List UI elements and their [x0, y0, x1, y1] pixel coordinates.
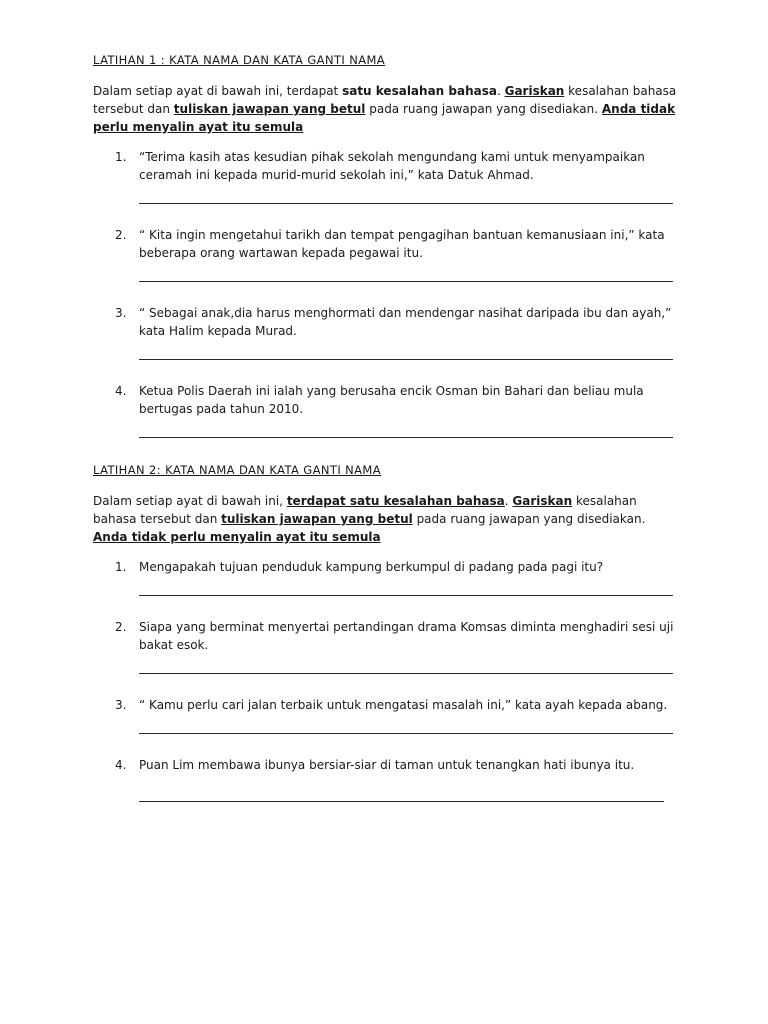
instruction-text: kesalahan bahasa tersebut dan [93, 84, 677, 116]
question-number: 4. [115, 384, 127, 398]
instruction-text: kesalahan bahasa tersebut dan [93, 494, 637, 526]
exercise-1-questions [93, 148, 683, 438]
question-text: “ Kamu perlu cari jalan terbaik untuk mengatasi masalah ini,” kata ayah kepada abang. [139, 698, 668, 712]
instruction-bold-underline: tuliskan jawapan yang betul [221, 512, 413, 526]
exercise-1-instruction [93, 82, 678, 136]
instruction-bold-underline: Anda tidak perlu menyalin ayat itu semula [93, 530, 381, 544]
question-text: “Terima kasih atas kesudian pihak sekolah mengundang kami untuk menyampaikan ceramah ini kepada murid-murid sekolah ini,” kata Datuk Ahmad. [139, 150, 645, 182]
instruction-text: . [496, 84, 505, 98]
instruction-bold-underline: Anda tidak perlu menyalin ayat itu semula [93, 102, 676, 134]
instruction-text: pada ruang jawapan yang disediakan. [365, 102, 602, 116]
exercise-2 [93, 461, 683, 824]
question-item [93, 304, 683, 360]
instruction-text: Dalam setiap ayat di bawah ini, [93, 494, 287, 508]
question-item [93, 558, 683, 596]
question-text: “ Kita ingin mengetahui tarikh dan tempat pengagihan bantuan kemanusiaan ini,” kata beberapa orang wartawan kepada pegawai itu. [139, 228, 665, 260]
instruction-bold-underline: terdapat satu kesalahan bahasa [286, 494, 505, 508]
exercise-1-heading: LATIHAN 1 : KATA NAMA DAN KATA GANTI NAMA [93, 53, 386, 67]
instruction-bold-error: satu kesalahan bahasa [342, 84, 497, 98]
question-item [93, 618, 683, 674]
question-number: 3. [115, 306, 127, 320]
question-number: 2. [115, 228, 127, 242]
answer-line[interactable] [139, 672, 673, 674]
question-number: 4. [115, 758, 127, 772]
question-item [93, 756, 683, 802]
answer-line[interactable] [139, 436, 673, 438]
question-item [93, 696, 683, 734]
question-text: Ketua Polis Daerah ini ialah yang berusaha encik Osman bin Bahari dan beliau mula bertugas pada tahun 2010. [139, 384, 644, 416]
instruction-text: Dalam setiap ayat di bawah ini, terdapat [93, 84, 343, 98]
answer-line[interactable] [139, 280, 673, 282]
exercise-2-instruction [93, 492, 678, 546]
answer-line[interactable] [139, 800, 664, 802]
question-item [93, 382, 683, 438]
question-number: 3. [115, 698, 127, 712]
answer-line[interactable] [139, 358, 673, 360]
instruction-bold-underline: Gariskan [512, 494, 573, 508]
question-item [93, 226, 683, 282]
exercise-1 [93, 51, 683, 460]
question-text: Siapa yang berminat menyertai pertandingan drama Komsas diminta menghadiri sesi uji bakat esok. [139, 620, 674, 652]
question-number: 1. [115, 560, 127, 574]
question-item [93, 148, 683, 204]
question-text: “ Sebagai anak,dia harus menghormati dan mendengar nasihat daripada ibu dan ayah,” kata Halim kepada Murad. [139, 306, 672, 338]
question-text: Puan Lim membawa ibunya bersiar-siar di taman untuk tenangkan hati ibunya itu. [139, 758, 635, 772]
instruction-bold-underline: tuliskan jawapan yang betul [173, 102, 366, 116]
question-number: 2. [115, 620, 127, 634]
answer-line[interactable] [139, 732, 673, 734]
question-number: 1. [115, 150, 127, 164]
exercise-2-questions [93, 558, 683, 802]
answer-line[interactable] [139, 594, 673, 596]
instruction-bold-underline: Gariskan [504, 84, 565, 98]
instruction-text: pada ruang jawapan yang disediakan. [412, 512, 646, 526]
answer-line[interactable] [139, 202, 673, 204]
instruction-text: . [504, 494, 513, 508]
question-text: Mengapakah tujuan penduduk kampung berkumpul di padang pada pagi itu? [139, 560, 604, 574]
exercise-2-heading: LATIHAN 2: KATA NAMA DAN KATA GANTI NAMA [93, 463, 382, 477]
